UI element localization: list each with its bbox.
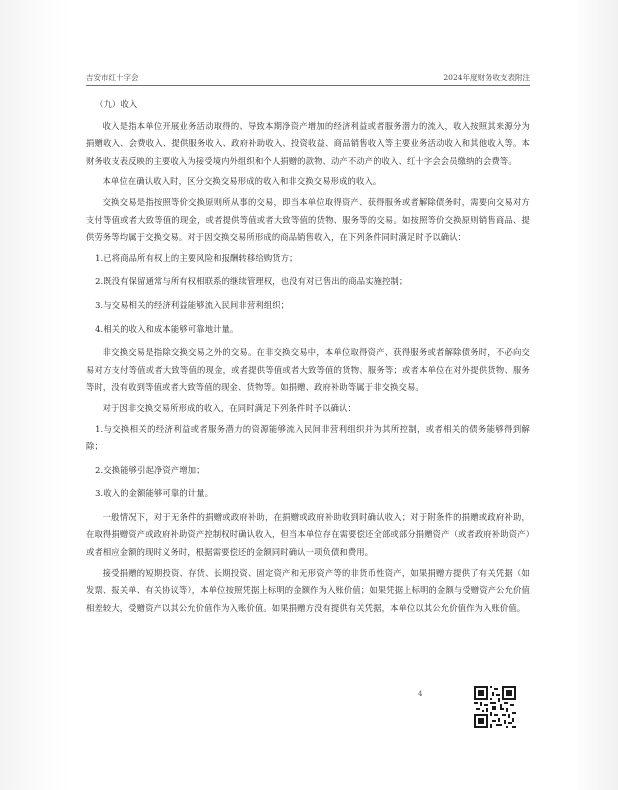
non-exchange-condition-item: 1.与交换相关的经济利益或者服务潜力的资源能够流入民间非营利组织并为其所控制，或者相关的债务能够得到解除； bbox=[86, 423, 530, 452]
paragraph-exchange-transaction: 交换交易是指按照等价交换原则所从事的交易，即当本单位取得资产、获得服务或者解除债务时，需要向交易对方支付等值或者大致等值的现金，或者提供等值或者大致等值的货物、服务等的交易。如按照等价交换原则销售商品、提供劳务等均属于交换交易。对于因交换交易所形成的商品销售收入，在下列条件同时满足时予以确认： bbox=[86, 196, 530, 243]
paragraph-donation-recognition: 一般情况下，对于无条件的捐赠或政府补助，在捐赠或政府补助收到时确认收入；对于附条件的捐赠或政府补助，在取得捐赠资产或政府补助资产控制权时确认收入，但当本单位存在需要偿还全部或部分捐赠资产（或者政府补助资产）或者相应金额的现时义务时，根据需要偿还的金额同时确认一项负债和费用。 bbox=[86, 511, 530, 558]
exchange-condition-item: 3.与交易相关的经济利益能够流入民间非营利组织； bbox=[95, 299, 290, 310]
header-divider bbox=[86, 85, 530, 86]
page-body bbox=[86, 96, 530, 620]
section-heading: （九）收入 bbox=[95, 99, 138, 109]
page-number: 4 bbox=[418, 690, 423, 698]
paragraph-noncash-donation: 接受捐赠的短期投资、存货、长期投资、固定资产和无形资产等的非货币性资产，如果捐赠方提供了有关凭据（如发票、报关单、有关协议等），本单位按照凭据上标明的金额作为入账价值；如果凭据上标明的金额与受赠资产公允价值相差较大，受赠资产以其公允价值作为入账价值。如果捐赠方没有提供有关凭据，本单位以其公允价值作为入账价值。 bbox=[86, 567, 530, 613]
non-exchange-condition-item: 3.收入的金额能够可靠的计量。 bbox=[95, 488, 214, 499]
paragraph-non-exchange-recognition: 对于因非交换交易所形成的收入，在同时满足下列条件时予以确认： bbox=[102, 402, 357, 413]
exchange-condition-item: 4.相关的收入和成本能够可靠地计量。 bbox=[95, 323, 239, 334]
header-organization: 吉安市红十字会 bbox=[86, 73, 139, 82]
scan-edge-left bbox=[0, 0, 70, 790]
header-document-title: 2024年度财务收支表附注 bbox=[443, 73, 530, 82]
paragraph-non-exchange-transaction: 非交换交易是指除交换交易之外的交易。在非交换交易中，本单位取得资产、获得服务或者解除债务时，不必向交易对方支付等值或者大致等值的现金，或者提供等值或者大致等值的货物、服务等；或者本单位在对外提供货物、服务等时，没有收到等值或者大致等值的现金、货物等。如捐赠、政府补助等属于非交换交易。 bbox=[86, 347, 530, 393]
paragraph-income-classification: 本单位在确认收入时，区分交换交易形成的收入和非交换交易形成的收入。 bbox=[102, 176, 382, 187]
page-header bbox=[86, 72, 530, 86]
scan-edge-right bbox=[578, 0, 618, 790]
qr-code-icon bbox=[474, 686, 516, 728]
exchange-condition-item: 1.已将商品所有权上的主要风险和报酬转移给购货方； bbox=[95, 252, 298, 263]
document-page bbox=[86, 58, 530, 758]
exchange-condition-item: 2.既没有保留通常与所有权相联系的继续管理权，也没有对已售出的商品实施控制； bbox=[95, 276, 408, 287]
paragraph-income-definition: 收入是指本单位开展业务活动取得的、导致本期净资产增加的经济利益或者服务潜力的流入，收入按照其来源分为捐赠收入、会费收入、提供服务收入、政府补助收入、投资收益、商品销售收入等主要业务活动收入和其他收入等。本财务收支表反映的主要收入为接受境内外组织和个人捐赠的款物、动产不动产的收入、红十字会会员缴纳的会费等。 bbox=[86, 120, 530, 166]
non-exchange-condition-item: 2.交换能够引起净资产增加； bbox=[95, 464, 205, 475]
